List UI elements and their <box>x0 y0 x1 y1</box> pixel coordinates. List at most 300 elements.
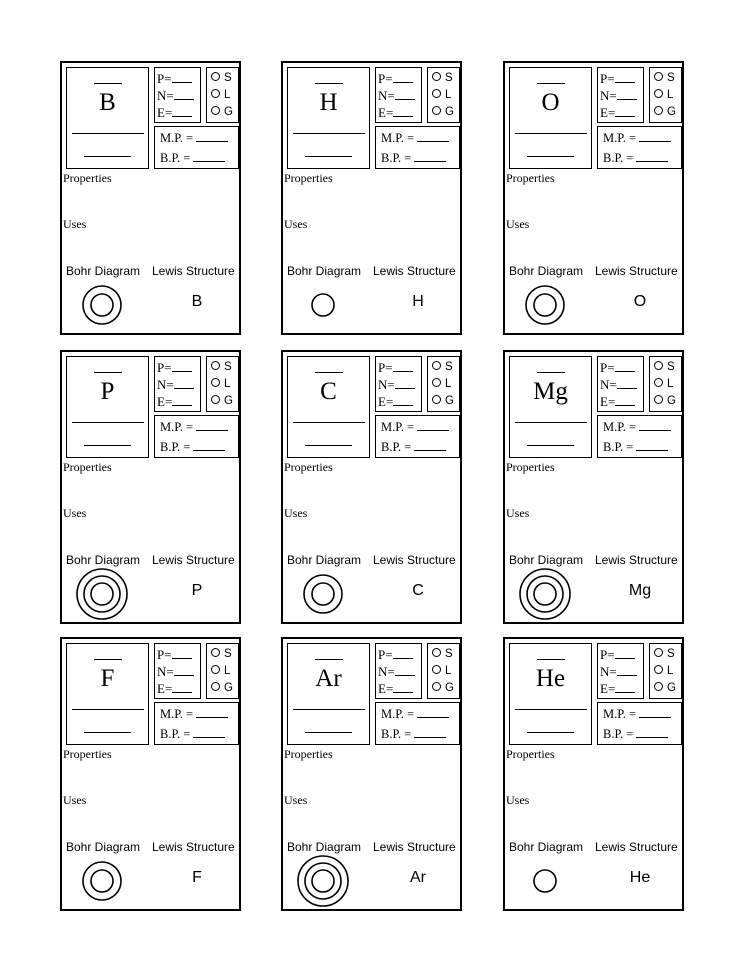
state-liquid-option[interactable] <box>432 376 459 393</box>
radio-circle-icon[interactable] <box>211 648 220 657</box>
melting-point-label: M.P. = <box>381 131 415 145</box>
radio-circle-icon[interactable] <box>654 72 663 81</box>
state-liquid-option[interactable] <box>211 376 238 393</box>
boiling-point-row[interactable] <box>160 148 238 168</box>
element-symbol: B <box>99 89 116 116</box>
neutrons-row[interactable] <box>157 87 200 104</box>
element-card <box>281 637 462 911</box>
radio-circle-icon[interactable] <box>211 665 220 674</box>
element-name-blank[interactable] <box>515 133 587 134</box>
electrons-row[interactable] <box>157 104 200 121</box>
bohr-diagram-icon <box>72 855 132 907</box>
state-of-matter-box <box>206 67 239 123</box>
bohr-diagram-label: Bohr Diagram <box>509 840 584 854</box>
radio-circle-icon[interactable] <box>432 89 441 98</box>
bohr-shell-ring <box>526 286 564 324</box>
element-symbol-box <box>66 67 149 169</box>
neutrons-row[interactable] <box>157 663 200 680</box>
bohr-shell-ring <box>534 870 556 892</box>
state-liquid-option[interactable] <box>211 663 238 680</box>
state-solid-option[interactable] <box>432 359 459 376</box>
protons-label: P= <box>600 360 615 375</box>
radio-circle-icon[interactable] <box>211 361 220 370</box>
neutrons-label: N= <box>157 88 174 103</box>
state-gas-option[interactable] <box>211 104 238 121</box>
electrons-row[interactable] <box>600 104 643 121</box>
electrons-row[interactable] <box>378 393 421 410</box>
radio-circle-icon[interactable] <box>654 361 663 370</box>
melting-point-label: M.P. = <box>603 131 637 145</box>
state-solid-option[interactable] <box>654 646 681 663</box>
element-card <box>503 61 684 335</box>
element-symbol-box <box>287 643 370 745</box>
boiling-point-label: B.P. = <box>160 727 191 741</box>
element-name-blank[interactable] <box>72 133 144 134</box>
element-name-blank[interactable] <box>293 133 365 134</box>
radio-circle-icon[interactable] <box>654 395 663 404</box>
melting-point-row[interactable] <box>160 128 238 148</box>
uses-label: Uses <box>506 217 530 231</box>
electrons-label: E= <box>378 681 394 696</box>
bohr-shell-ring <box>527 576 563 612</box>
particle-count-box <box>597 67 644 123</box>
bohr-shell-ring <box>83 862 121 900</box>
state-of-matter-box <box>206 356 239 412</box>
bohr-diagram-icon <box>293 279 353 331</box>
state-liquid-option[interactable] <box>654 376 681 393</box>
boiling-point-row[interactable] <box>381 724 459 744</box>
boiling-point-label: B.P. = <box>381 151 412 165</box>
neutrons-label: N= <box>378 377 395 392</box>
radio-circle-icon[interactable] <box>211 106 220 115</box>
radio-circle-icon[interactable] <box>654 106 663 115</box>
melting-point-row[interactable] <box>603 128 681 148</box>
element-card <box>503 637 684 911</box>
radio-circle-icon[interactable] <box>432 648 441 657</box>
radio-circle-icon[interactable] <box>654 89 663 98</box>
state-of-matter-box <box>649 356 682 412</box>
uses-label: Uses <box>63 217 87 231</box>
radio-circle-icon[interactable] <box>432 72 441 81</box>
uses-label: Uses <box>63 506 87 520</box>
melting-boiling-point-box <box>375 126 460 169</box>
state-solid-option[interactable] <box>211 359 238 376</box>
electrons-row[interactable] <box>600 393 643 410</box>
neutrons-row[interactable] <box>157 376 200 393</box>
element-name-blank[interactable] <box>72 709 144 710</box>
neutrons-row[interactable] <box>378 376 421 393</box>
state-solid-label: S <box>667 361 675 373</box>
element-symbol: H <box>319 89 338 116</box>
radio-circle-icon[interactable] <box>211 395 220 404</box>
state-liquid-option[interactable] <box>432 663 459 680</box>
particle-count-box <box>375 643 422 699</box>
state-of-matter-box <box>427 356 460 412</box>
state-liquid-label: L <box>667 378 674 390</box>
state-solid-label: S <box>224 648 232 660</box>
lewis-symbol: He <box>629 869 651 886</box>
state-of-matter-box <box>649 643 682 699</box>
radio-circle-icon[interactable] <box>432 395 441 404</box>
lewis-symbol: Mg <box>628 582 652 599</box>
protons-row[interactable] <box>378 646 421 663</box>
state-gas-option[interactable] <box>432 680 459 697</box>
melting-point-row[interactable] <box>381 704 459 724</box>
lewis-symbol: H <box>412 293 424 310</box>
bohr-shell-ring <box>534 583 556 605</box>
particle-count-box <box>375 356 422 412</box>
bohr-shell-ring <box>91 294 113 316</box>
properties-label: Properties <box>63 460 112 474</box>
lewis-symbol: Ar <box>410 869 426 886</box>
state-solid-option[interactable] <box>654 70 681 87</box>
lewis-symbol: P <box>191 582 203 599</box>
element-symbol: Ar <box>315 665 342 692</box>
element-symbol-box <box>287 356 370 458</box>
radio-circle-icon[interactable] <box>654 682 663 691</box>
boiling-point-label: B.P. = <box>160 440 191 454</box>
neutrons-label: N= <box>600 664 617 679</box>
uses-label: Uses <box>63 793 87 807</box>
element-symbol-box <box>509 67 592 169</box>
uses-label: Uses <box>506 506 530 520</box>
atomic-number-blank[interactable] <box>537 372 565 373</box>
particle-count-box <box>597 643 644 699</box>
state-solid-label: S <box>224 361 232 373</box>
melting-boiling-point-box <box>597 415 682 458</box>
state-solid-label: S <box>445 648 453 660</box>
atomic-number-blank[interactable] <box>315 83 343 84</box>
protons-row[interactable] <box>157 646 200 663</box>
atomic-mass-blank[interactable] <box>527 445 574 446</box>
melting-boiling-point-box <box>597 126 682 169</box>
particle-count-box <box>154 356 201 412</box>
bohr-shell-ring <box>84 576 120 612</box>
bohr-shell-ring <box>91 870 113 892</box>
element-name-blank[interactable] <box>293 422 365 423</box>
uses-label: Uses <box>506 793 530 807</box>
state-gas-label: G <box>445 682 454 694</box>
protons-row[interactable] <box>600 646 643 663</box>
properties-label: Properties <box>63 747 112 761</box>
protons-label: P= <box>157 71 172 86</box>
protons-label: P= <box>600 647 615 662</box>
state-of-matter-box <box>206 643 239 699</box>
melting-point-label: M.P. = <box>603 707 637 721</box>
state-solid-option[interactable] <box>654 359 681 376</box>
atomic-number-blank[interactable] <box>315 659 343 660</box>
atomic-mass-blank[interactable] <box>84 445 131 446</box>
state-liquid-option[interactable] <box>654 663 681 680</box>
state-solid-label: S <box>224 72 232 84</box>
electrons-label: E= <box>157 394 173 409</box>
state-liquid-label: L <box>224 378 231 390</box>
protons-row[interactable] <box>600 70 643 87</box>
radio-circle-icon[interactable] <box>654 665 663 674</box>
state-of-matter-box <box>427 643 460 699</box>
state-gas-label: G <box>224 682 233 694</box>
state-solid-label: S <box>667 648 675 660</box>
boiling-point-label: B.P. = <box>603 440 634 454</box>
radio-circle-icon[interactable] <box>211 72 220 81</box>
state-liquid-label: L <box>224 665 231 677</box>
properties-label: Properties <box>506 171 555 185</box>
state-liquid-option[interactable] <box>211 87 238 104</box>
melting-point-label: M.P. = <box>603 420 637 434</box>
element-symbol: He <box>535 665 566 692</box>
boiling-point-row[interactable] <box>160 437 238 457</box>
state-liquid-label: L <box>445 89 452 101</box>
boiling-point-row[interactable] <box>603 148 681 168</box>
bohr-diagram-label: Bohr Diagram <box>509 264 584 278</box>
boiling-point-row[interactable] <box>160 724 238 744</box>
neutrons-row[interactable] <box>600 87 643 104</box>
lewis-structure-label: Lewis Structure <box>152 553 235 567</box>
melting-point-row[interactable] <box>381 128 459 148</box>
lewis-structure-label: Lewis Structure <box>595 264 678 278</box>
electrons-row[interactable] <box>378 680 421 697</box>
boiling-point-row[interactable] <box>603 437 681 457</box>
state-gas-label: G <box>445 395 454 407</box>
melting-point-label: M.P. = <box>160 707 194 721</box>
state-liquid-option[interactable] <box>432 87 459 104</box>
atomic-number-blank[interactable] <box>537 83 565 84</box>
lewis-symbol: O <box>633 293 647 310</box>
neutrons-label: N= <box>600 377 617 392</box>
lewis-structure-label: Lewis Structure <box>595 840 678 854</box>
neutrons-label: N= <box>157 377 174 392</box>
state-gas-option[interactable] <box>211 680 238 697</box>
element-symbol: C <box>320 378 337 405</box>
atomic-mass-blank[interactable] <box>527 156 574 157</box>
boiling-point-row[interactable] <box>603 724 681 744</box>
bohr-diagram-label: Bohr Diagram <box>66 840 141 854</box>
bohr-diagram-label: Bohr Diagram <box>287 264 362 278</box>
particle-count-box <box>375 67 422 123</box>
properties-label: Properties <box>506 460 555 474</box>
uses-label: Uses <box>284 217 308 231</box>
melting-boiling-point-box <box>154 415 239 458</box>
lewis-structure-label: Lewis Structure <box>152 264 235 278</box>
bohr-diagram-label: Bohr Diagram <box>66 553 141 567</box>
state-gas-option[interactable] <box>432 104 459 121</box>
bohr-diagram-icon <box>293 855 353 907</box>
neutrons-label: N= <box>378 664 395 679</box>
neutrons-label: N= <box>378 88 395 103</box>
lewis-structure-label: Lewis Structure <box>373 264 456 278</box>
element-card <box>60 350 241 624</box>
protons-label: P= <box>157 647 172 662</box>
protons-label: P= <box>378 647 393 662</box>
state-gas-option[interactable] <box>654 680 681 697</box>
properties-label: Properties <box>284 747 333 761</box>
state-liquid-label: L <box>667 89 674 101</box>
melting-point-row[interactable] <box>381 417 459 437</box>
protons-row[interactable] <box>157 70 200 87</box>
electrons-label: E= <box>600 681 616 696</box>
element-card <box>60 61 241 335</box>
state-gas-option[interactable] <box>654 393 681 410</box>
state-gas-option[interactable] <box>211 393 238 410</box>
element-name-blank[interactable] <box>293 709 365 710</box>
radio-circle-icon[interactable] <box>432 682 441 691</box>
protons-row[interactable] <box>378 359 421 376</box>
lewis-symbol: C <box>412 582 424 599</box>
melting-point-row[interactable] <box>603 704 681 724</box>
protons-row[interactable] <box>600 359 643 376</box>
state-liquid-label: L <box>667 665 674 677</box>
boiling-point-row[interactable] <box>381 437 459 457</box>
element-name-blank[interactable] <box>72 422 144 423</box>
bohr-shell-ring <box>91 583 113 605</box>
element-symbol: P <box>100 378 115 405</box>
element-symbol: O <box>541 89 560 116</box>
protons-label: P= <box>378 71 393 86</box>
bohr-diagram-icon <box>515 279 575 331</box>
element-name-blank[interactable] <box>515 709 587 710</box>
bohr-shell-ring <box>305 863 341 899</box>
lewis-symbol: B <box>191 293 203 310</box>
particle-count-box <box>154 643 201 699</box>
electrons-label: E= <box>600 394 616 409</box>
state-solid-option[interactable] <box>211 70 238 87</box>
radio-circle-icon[interactable] <box>432 665 441 674</box>
melting-point-row[interactable] <box>160 417 238 437</box>
state-solid-label: S <box>445 361 453 373</box>
electrons-row[interactable] <box>600 680 643 697</box>
bohr-shell-ring <box>312 870 334 892</box>
electrons-label: E= <box>157 681 173 696</box>
atomic-mass-blank[interactable] <box>305 732 352 733</box>
neutrons-label: N= <box>600 88 617 103</box>
atomic-number-blank[interactable] <box>537 659 565 660</box>
particle-count-box <box>154 67 201 123</box>
atomic-mass-blank[interactable] <box>84 156 131 157</box>
electrons-label: E= <box>378 105 394 120</box>
radio-circle-icon[interactable] <box>654 648 663 657</box>
state-of-matter-box <box>649 67 682 123</box>
atomic-number-blank[interactable] <box>94 659 122 660</box>
atomic-mass-blank[interactable] <box>527 732 574 733</box>
element-symbol-box <box>66 356 149 458</box>
radio-circle-icon[interactable] <box>432 106 441 115</box>
boiling-point-label: B.P. = <box>381 727 412 741</box>
melting-point-label: M.P. = <box>160 131 194 145</box>
properties-label: Properties <box>284 171 333 185</box>
neutrons-label: N= <box>157 664 174 679</box>
state-liquid-option[interactable] <box>654 87 681 104</box>
bohr-diagram-label: Bohr Diagram <box>66 264 141 278</box>
bohr-diagram-icon <box>72 279 132 331</box>
element-symbol-box <box>287 67 370 169</box>
atomic-mass-blank[interactable] <box>305 156 352 157</box>
state-gas-label: G <box>667 106 676 118</box>
bohr-shell-ring <box>83 286 121 324</box>
element-card <box>281 61 462 335</box>
element-symbol: F <box>100 665 115 692</box>
boiling-point-row[interactable] <box>381 148 459 168</box>
neutrons-row[interactable] <box>378 87 421 104</box>
atomic-mass-blank[interactable] <box>305 445 352 446</box>
electrons-label: E= <box>378 394 394 409</box>
neutrons-row[interactable] <box>600 663 643 680</box>
protons-label: P= <box>157 360 172 375</box>
state-solid-label: S <box>445 72 453 84</box>
state-gas-label: G <box>667 682 676 694</box>
state-gas-label: G <box>667 395 676 407</box>
element-symbol: Mg <box>533 378 568 405</box>
boiling-point-label: B.P. = <box>160 151 191 165</box>
element-card <box>281 350 462 624</box>
protons-row[interactable] <box>378 70 421 87</box>
atomic-number-blank[interactable] <box>94 83 122 84</box>
state-of-matter-box <box>427 67 460 123</box>
bohr-shell-ring <box>304 575 342 613</box>
radio-circle-icon[interactable] <box>432 361 441 370</box>
lewis-structure-label: Lewis Structure <box>152 840 235 854</box>
lewis-structure-label: Lewis Structure <box>373 840 456 854</box>
lewis-structure-label: Lewis Structure <box>373 553 456 567</box>
neutrons-row[interactable] <box>600 376 643 393</box>
radio-circle-icon[interactable] <box>211 378 220 387</box>
atomic-number-blank[interactable] <box>315 372 343 373</box>
properties-label: Properties <box>63 171 112 185</box>
state-liquid-label: L <box>445 665 452 677</box>
state-solid-option[interactable] <box>432 646 459 663</box>
element-name-blank[interactable] <box>515 422 587 423</box>
lewis-symbol: F <box>192 869 202 886</box>
radio-circle-icon[interactable] <box>432 378 441 387</box>
boiling-point-label: B.P. = <box>381 440 412 454</box>
melting-boiling-point-box <box>154 126 239 169</box>
protons-label: P= <box>600 71 615 86</box>
melting-boiling-point-box <box>375 415 460 458</box>
element-card <box>60 637 241 911</box>
electrons-label: E= <box>157 105 173 120</box>
melting-point-label: M.P. = <box>381 420 415 434</box>
bohr-shell-ring <box>312 583 334 605</box>
boiling-point-label: B.P. = <box>603 727 634 741</box>
element-symbol-box <box>509 356 592 458</box>
neutrons-row[interactable] <box>378 663 421 680</box>
melting-point-row[interactable] <box>603 417 681 437</box>
electrons-row[interactable] <box>157 680 200 697</box>
electrons-row[interactable] <box>378 104 421 121</box>
state-solid-option[interactable] <box>211 646 238 663</box>
melting-boiling-point-box <box>375 702 460 745</box>
atomic-mass-blank[interactable] <box>84 732 131 733</box>
protons-row[interactable] <box>157 359 200 376</box>
state-solid-option[interactable] <box>432 70 459 87</box>
state-gas-label: G <box>445 106 454 118</box>
bohr-diagram-label: Bohr Diagram <box>287 840 362 854</box>
bohr-shell-ring <box>534 294 556 316</box>
radio-circle-icon[interactable] <box>211 682 220 691</box>
radio-circle-icon[interactable] <box>211 89 220 98</box>
radio-circle-icon[interactable] <box>654 378 663 387</box>
melting-point-row[interactable] <box>160 704 238 724</box>
electrons-label: E= <box>600 105 616 120</box>
state-gas-option[interactable] <box>432 393 459 410</box>
state-gas-option[interactable] <box>654 104 681 121</box>
electrons-row[interactable] <box>157 393 200 410</box>
state-liquid-label: L <box>445 378 452 390</box>
atomic-number-blank[interactable] <box>94 372 122 373</box>
element-card <box>503 350 684 624</box>
melting-boiling-point-box <box>154 702 239 745</box>
state-gas-label: G <box>224 395 233 407</box>
bohr-diagram-label: Bohr Diagram <box>509 553 584 567</box>
